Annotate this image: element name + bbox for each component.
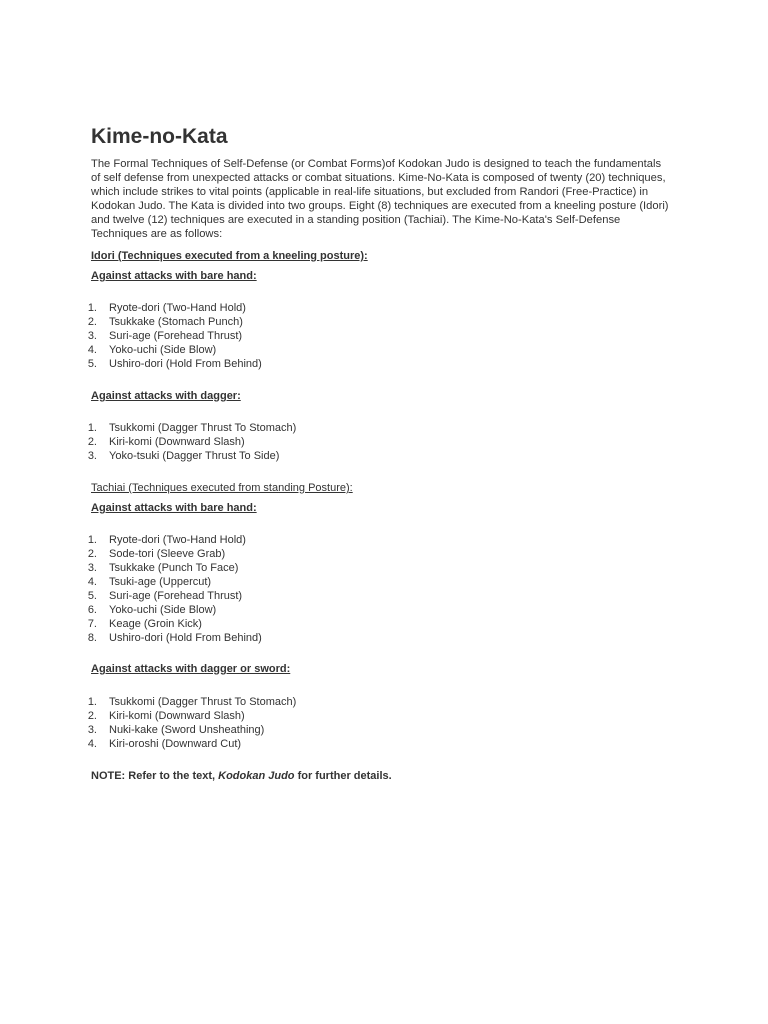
tachiai-bare-hand-heading: Against attacks with bare hand: [91, 502, 257, 514]
document-page: Kime-no-Kata The Formal Techniques of Self-Defense (or Combat Forms)of Kodokan Judo is designed to teach the fundamentals of self defense from unexpected attacks or combat situations. Kime-No-Kata is composed of twenty (20) techniques, which include strikes to vital points (applicable in real-life situations, but excluded from Randori (Free-Practice) in Kodokan Judo. The Kata is divided into two groups. Eight (8) techniques are executed from a kneeling posture (Idori) and twelve (12) techniques are executed in a standing position (Tachiai). The Kime-No-Kata's Self-Defense Techniques are as follows: Idori (Techniques executed from a kneeling posture): Against attacks with bare hand: 1. Ryote-dori (Two-Hand Hold) 2. Tsukkake (Stomach Punch) 3. Suri-age (Forehead Thrust) 4. Yoko-uchi (Side Blow) 5. Ushiro-dori (Hold From Behind) Against attacks with dagger: 1. Tsukkomi (Dagger Thrust To Stomach) 2. Kiri-komi (Downward Slash) 3. Yoko-tsuki (Dagger Thrust To Side) Tachiai (Techniques executed from standing Posture): Against attacks with bare hand: 1. Ryote-dori (Two-Hand Hold) 2. Sode-tori (Sleeve Grab) 3. Tsukkake (Punch To Face) 4. Tsuki-age (Uppercut) 5. Suri-age (Forehead Thrust) 6. Yoko-uchi (Side Blow) 7. Keage (Groin Kick) 8. Ushiro-dori (Hold From Behind) Against attacks with dagger or sword: 1. Tsukkomi (Dagger Thrust To Stomach) 2. Kiri-komi (Downward Slash) 3. Nuki-kake (Sword Unsheathing) 4. Kiri-oroshi (Downward Cut) NOTE: Refer to the text, Kodokan Judo for further details. [0, 0, 768, 1024]
intro-line: Techniques are as follows: [91, 228, 223, 241]
intro-line: and twelve (12) techniques are executed in a standing position (Tachiai). The Kime-No-Kata's Self-Defense [91, 214, 621, 227]
idori-dagger-heading: Against attacks with dagger: [91, 390, 241, 402]
book-title: Kodokan Judo [218, 770, 295, 782]
intro-line: of self defense from unexpected attacks or combat situations. Kime-No-Kata is composed of twenty (20) techniques, [91, 172, 666, 185]
intro-line: The Formal Techniques of Self-Defense (or Combat Forms)of Kodokan Judo is designed to teach the fundamentals [91, 158, 662, 170]
note [91, 769, 392, 783]
note-suffix: for further details. [294, 770, 392, 782]
intro-line: which include strikes to vital points (applicable in real-life situations, but excluded from Randori (Free-Practice) in [91, 186, 649, 199]
intro-paragraph [91, 157, 691, 242]
tachiai-dagger-sword-heading: Against attacks with dagger or sword: [91, 663, 291, 675]
tachiai-heading: Tachiai (Techniques executed from standing Posture): [91, 482, 353, 494]
intro-line: Kodokan Judo. The Kata is divided into two groups. Eight (8) techniques are executed from a kneeling posture (Idori) [91, 200, 669, 213]
idori-heading: Idori (Techniques executed from a kneeling posture): [91, 250, 368, 262]
note-prefix: NOTE: Refer to the text, [91, 770, 219, 782]
idori-bare-hand-heading: Against attacks with bare hand: [91, 270, 257, 282]
page-title: Kime-no-Kata [91, 125, 228, 148]
